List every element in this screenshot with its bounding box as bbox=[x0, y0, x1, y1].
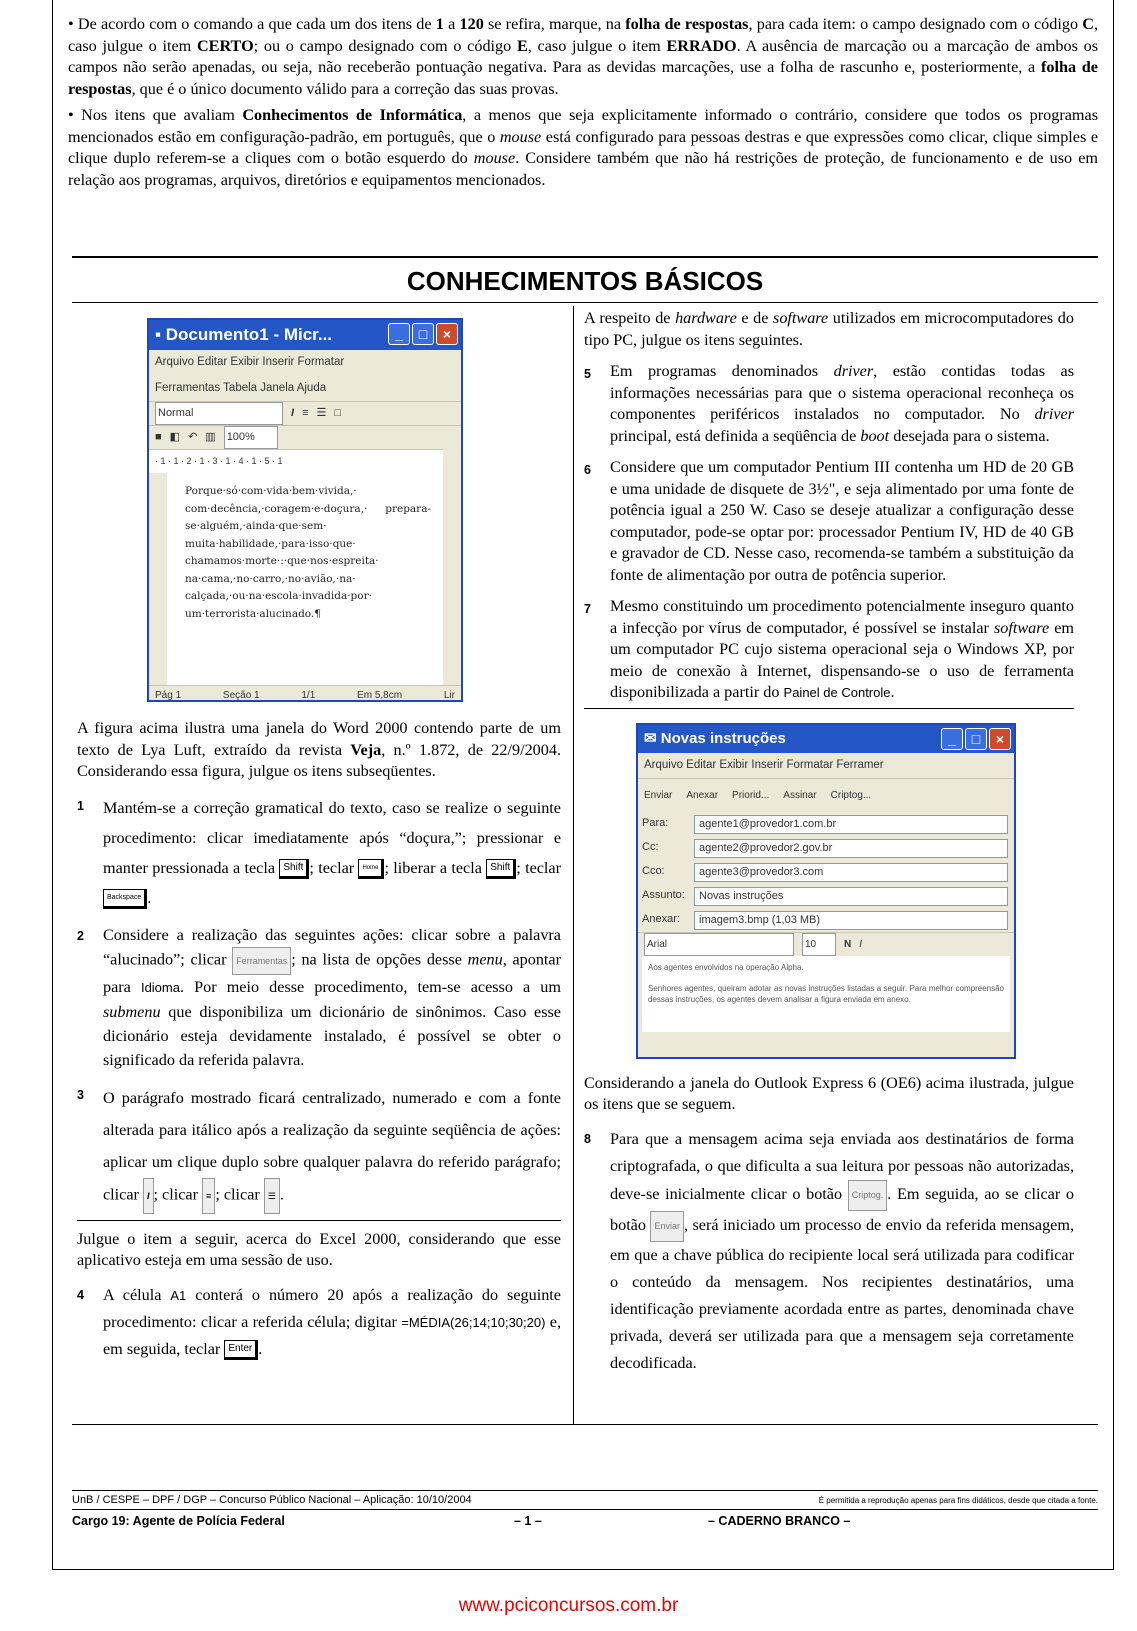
word-statusbar bbox=[149, 685, 461, 702]
italic-icon: I bbox=[859, 938, 863, 950]
footer-cargo: Cargo 19: Agente de Polícia Federal bbox=[72, 1514, 285, 1528]
size-select: 10 bbox=[802, 933, 836, 957]
font-select: Arial bbox=[644, 933, 794, 957]
to-field: Para: agente1@provedor1.com.br bbox=[638, 812, 1014, 836]
undo-icon: ↶ bbox=[188, 430, 198, 443]
word-intro: A figura acima ilustra uma janela do Word 2000 contendo parte de um texto de Lya Luft, extraído da revista Veja, n.º 1.872, de 22/9/2004. Considerando essa figura, julgue os itens subseqüentes. bbox=[77, 719, 561, 780]
center-align-icon: ≡ bbox=[302, 406, 309, 419]
backspace-key-icon: Backspace bbox=[103, 889, 147, 909]
item-5: 5 Em programas denominados driver, estão contidas todas as informações necessárias para que o sistema operacional reconheça os componentes periféricos instalados no computador. No driver principal, está definida a seqüência de boot desejada para o sistema. bbox=[584, 362, 1075, 445]
divider-right bbox=[584, 708, 1074, 709]
item-7: 7 Mesmo constituindo um procedimento potencialmente inseguro quanto a infecção por vírus de computador, é possível se instalar software em um computador PC cujo sistema operacional seja o Windows XP, por meio de conexão à Internet, dispensando-se o uso de ferramenta disponibilizada a partir do Painel de Controle. bbox=[584, 597, 1074, 701]
send-button: Enviar bbox=[644, 789, 673, 801]
item-8: 8 Para que a mensagem acima seja enviada aos destinatários de forma criptografada, o que dificulta a sua leitura por pessoas não autorizadas, deve-se inicialmente clicar o botão Criptog. . Em seguida, ao se clicar o botão Enviar , será iniciado um processo de envio da referida mensagem, em que a chave pública do recipiente local será utilizada para codificar o conteúdo da mensagem. Nos recipientes destinatários, uma identificação previamente acordada entre as partes, denominada chave privada, deverá ser utilizada para que a mensagem seja corretamente decodificada. bbox=[584, 1129, 1074, 1372]
style-box: Normal bbox=[155, 402, 283, 426]
save-icon: ■ bbox=[155, 430, 162, 443]
preview-icon: ◧ bbox=[169, 430, 181, 443]
excel-intro: Julgue o item a seguir, acerca do Excel 2000, considerando que esse aplicativo esteja em uma sessão de uso. bbox=[77, 1229, 561, 1269]
outlook-menu: Arquivo Editar Exibir Inserir Formatar Ferramer bbox=[644, 758, 884, 771]
word-titlebar bbox=[149, 320, 461, 350]
footer-copyright: É permitida a reprodução apenas para fins didáticos, desde que citada a fonte. bbox=[818, 1496, 1098, 1505]
home-key-icon: Home bbox=[358, 859, 384, 879]
word-menu-1: Arquivo Editar Exibir Inserir Formatar bbox=[155, 356, 345, 368]
maximize-icon: □ bbox=[412, 323, 434, 345]
outlook-toolbar bbox=[638, 778, 1014, 812]
attachment-field: Anexar: imagem3.bmp (1,03 MB) bbox=[638, 908, 1014, 932]
divider-left bbox=[77, 1220, 561, 1221]
italic-icon: I bbox=[291, 406, 295, 419]
status-pages: 1/1 bbox=[301, 689, 316, 701]
word-title: Documento1 - Micr... bbox=[165, 325, 333, 344]
word-app-icon: ▪ bbox=[155, 325, 162, 344]
sign-button: Assinar bbox=[783, 789, 817, 801]
cc-field: Cc: agente2@provedor2.gov.br bbox=[638, 836, 1014, 860]
outlook-window-figure bbox=[636, 723, 1016, 1059]
item-4: 4 A célula A1 conterá o número 20 após a realização do seguinte procedimento: clicar a referida célula; digitar =MÉDIA(26;14;10;30;20) e, em seguida, teclar Enter . bbox=[77, 1282, 561, 1363]
maximize-icon: □ bbox=[965, 728, 987, 750]
minimize-icon: _ bbox=[388, 323, 410, 345]
footer bbox=[72, 1490, 1098, 1536]
message-body: Aos agentes envolvidos na operação Alpha. Senhores agentes, queiram adotar as novas instruções listadas a seguir. Para melhor compreensão dessas instruções, os agentes devem analisar a figura enviada em anexo. bbox=[642, 956, 1010, 1032]
zoom-box: 100% bbox=[224, 426, 278, 450]
encrypt-button-icon: Criptog. bbox=[848, 1180, 888, 1211]
outlook-format-bar bbox=[638, 932, 1014, 956]
item-2: 2 Considere a realização das seguintes ações: clicar sobre a palavra “alucinado”; clicar Ferramentas ; na lista de opções desse menu, apontar para Idioma. Por meio desse procedimento, tem-se acesso a um submenu que disponibiliza um dicionário de sinônimos. Caso esse dicionário esteja devidamente instalado, é possível se obter o significado da referida palavra. bbox=[77, 925, 561, 1069]
outlook-intro: Considerando a janela do Outlook Express 6 (OE6) acima ilustrada, julgue os itens que se seguem. bbox=[584, 1073, 1074, 1113]
column-divider bbox=[573, 306, 574, 1424]
item-6: 6 Considere que um computador Pentium III contenha um HD de 20 GB e uma unidade de disquete de 3½", e seja alimentado por uma fonte de potência igual a 250 W. Caso se deseje atualizar a configuração desse computador, pode-se optar por: processador Pentium IV, HD de 40 GB e gravador de CD. Nesse caso, recomenda-se também a substituição da fonte de alimentação por outra de potência superior. bbox=[584, 458, 1074, 584]
center-button-icon: ≡ bbox=[202, 1178, 215, 1214]
status-page: Pág 1 bbox=[155, 689, 182, 701]
footer-page-number: – 1 – bbox=[514, 1514, 542, 1528]
item-1: 1 Mantém-se a correção gramatical do texto, caso se realize o seguinte procedimento: clicar imediatamente após “doçura,”; pressionar e manter pressionada a tecla Shift ; teclar Home ; liberar a tecla Shift ; teclar Backspace . bbox=[77, 793, 561, 913]
divider-top bbox=[72, 256, 1098, 258]
priority-button: Priorid... bbox=[732, 789, 770, 801]
instructions bbox=[68, 14, 1098, 196]
hardware-intro: A respeito de hardware e de software utilizados em microcomputadores do tipo PC, julgue os itens seguintes. bbox=[584, 309, 1074, 349]
ferramentas-menu-icon: Ferramentas bbox=[232, 947, 291, 975]
word-menu-2: Ferramentas Tabela Janela Ajuda bbox=[155, 381, 327, 394]
section-title: CONHECIMENTOS BÁSICOS bbox=[406, 266, 764, 296]
close-icon: × bbox=[436, 323, 458, 345]
outlook-title: Novas instruções bbox=[660, 729, 786, 747]
word-document-text: Porque·só·com·vida·bem·vivida,· com·decência,·coragem·e·doçura,· prepara-se·alguém,·ainda·que·sem· muita·habilidade,·para·isso·que· chamamos·morte·:·que·nos·espreita· na·cama,·no·carro,·no·avião,·na· calçada,·ou·na·escola·invadida·por· um·terrorista·alucinado.¶ bbox=[167, 473, 443, 685]
minimize-icon: _ bbox=[941, 728, 963, 750]
word-format-toolbar bbox=[149, 401, 461, 425]
divider-title bbox=[72, 302, 1098, 303]
footer-exam-info: UnB / CESPE – DPF / DGP – Concurso Público Nacional – Aplicação: 10/10/2004 bbox=[72, 1494, 472, 1506]
enter-key-icon: Enter bbox=[224, 1340, 258, 1360]
source-url[interactable]: www.pciconcursos.com.br bbox=[458, 1595, 679, 1616]
shift-key-icon-2: Shift bbox=[486, 859, 516, 879]
bold-icon: N bbox=[844, 938, 852, 950]
status-position: Em 5,8cm bbox=[357, 689, 403, 701]
send-button-icon: Enviar bbox=[650, 1211, 684, 1242]
status-section: Seção 1 bbox=[222, 689, 260, 701]
close-icon: × bbox=[989, 728, 1011, 750]
status-line: Lir bbox=[443, 689, 455, 701]
divider-bottom bbox=[72, 1424, 1098, 1425]
numbering-button-icon: ☰ bbox=[264, 1178, 280, 1214]
outlook-titlebar bbox=[638, 725, 1014, 753]
shift-key-icon: Shift bbox=[279, 859, 309, 879]
instruction-1: • De acordo com o comando a que cada um dos itens de 1 a 120 se refira, marque, na folha de respostas, para cada item: o campo designado com o código C, caso julgue o item CERTO; ou o campo designado com o código E, caso julgue o item ERRADO. A ausência de marcação ou a marcação de ambos os campos não serão apenadas, ou seja, não receberão pontuação negativa. Para as devidas marcações, use a folha de rascunho e, posteriormente, a folha de respostas, que é o único documento válido para a correção das suas provas. bbox=[68, 15, 1099, 98]
italic-button-icon: I bbox=[143, 1178, 154, 1214]
word-ruler: · 1 · 1 · 2 · 1 · 3 · 1 · 4 · 1 · 5 · 1 bbox=[149, 449, 443, 473]
bcc-field: Cco: agente3@provedor3.com bbox=[638, 860, 1014, 884]
columns-icon: ▥ bbox=[205, 430, 216, 443]
right-column bbox=[584, 306, 1074, 1377]
subject-field: Assunto: Novas instruções bbox=[638, 884, 1014, 908]
numbering-icon: ☰ bbox=[316, 406, 327, 419]
encrypt-button: Criptog... bbox=[830, 789, 872, 801]
instruction-2: • Nos itens que avaliam Conhecimentos de Informática, a menos que seja explicitamente informado o contrário, considere que todos os programas mencionados estão em configuração-padrão, em português, que o mouse está configurado para pessoas destras e que expressões como clicar, clique simples e clique duplo referem-se a cliques com o botão esquerdo do mouse. Considere também que não há restrições de proteção, de funcionamento e de uso em relação aos programas, arquivos, diretórios e equipamentos mencionados. bbox=[68, 106, 1099, 189]
attach-button: Anexar bbox=[686, 789, 719, 801]
border-icon: □ bbox=[334, 406, 342, 419]
word-window-figure bbox=[147, 318, 463, 702]
outlook-app-icon: ✉ bbox=[644, 729, 657, 747]
word-standard-toolbar bbox=[149, 425, 461, 449]
left-column bbox=[77, 306, 561, 1363]
item-3: 3 O parágrafo mostrado ficará centralizado, numerado e com a fonte alterada para itálico após a realização da seguinte seqüência de ações: aplicar um clique duplo sobre qualquer palavra do referido parágrafo; clicar I ; clicar ≡ ; clicar ☰ . bbox=[77, 1082, 561, 1214]
footer-caderno: – CADERNO BRANCO – bbox=[708, 1514, 851, 1528]
